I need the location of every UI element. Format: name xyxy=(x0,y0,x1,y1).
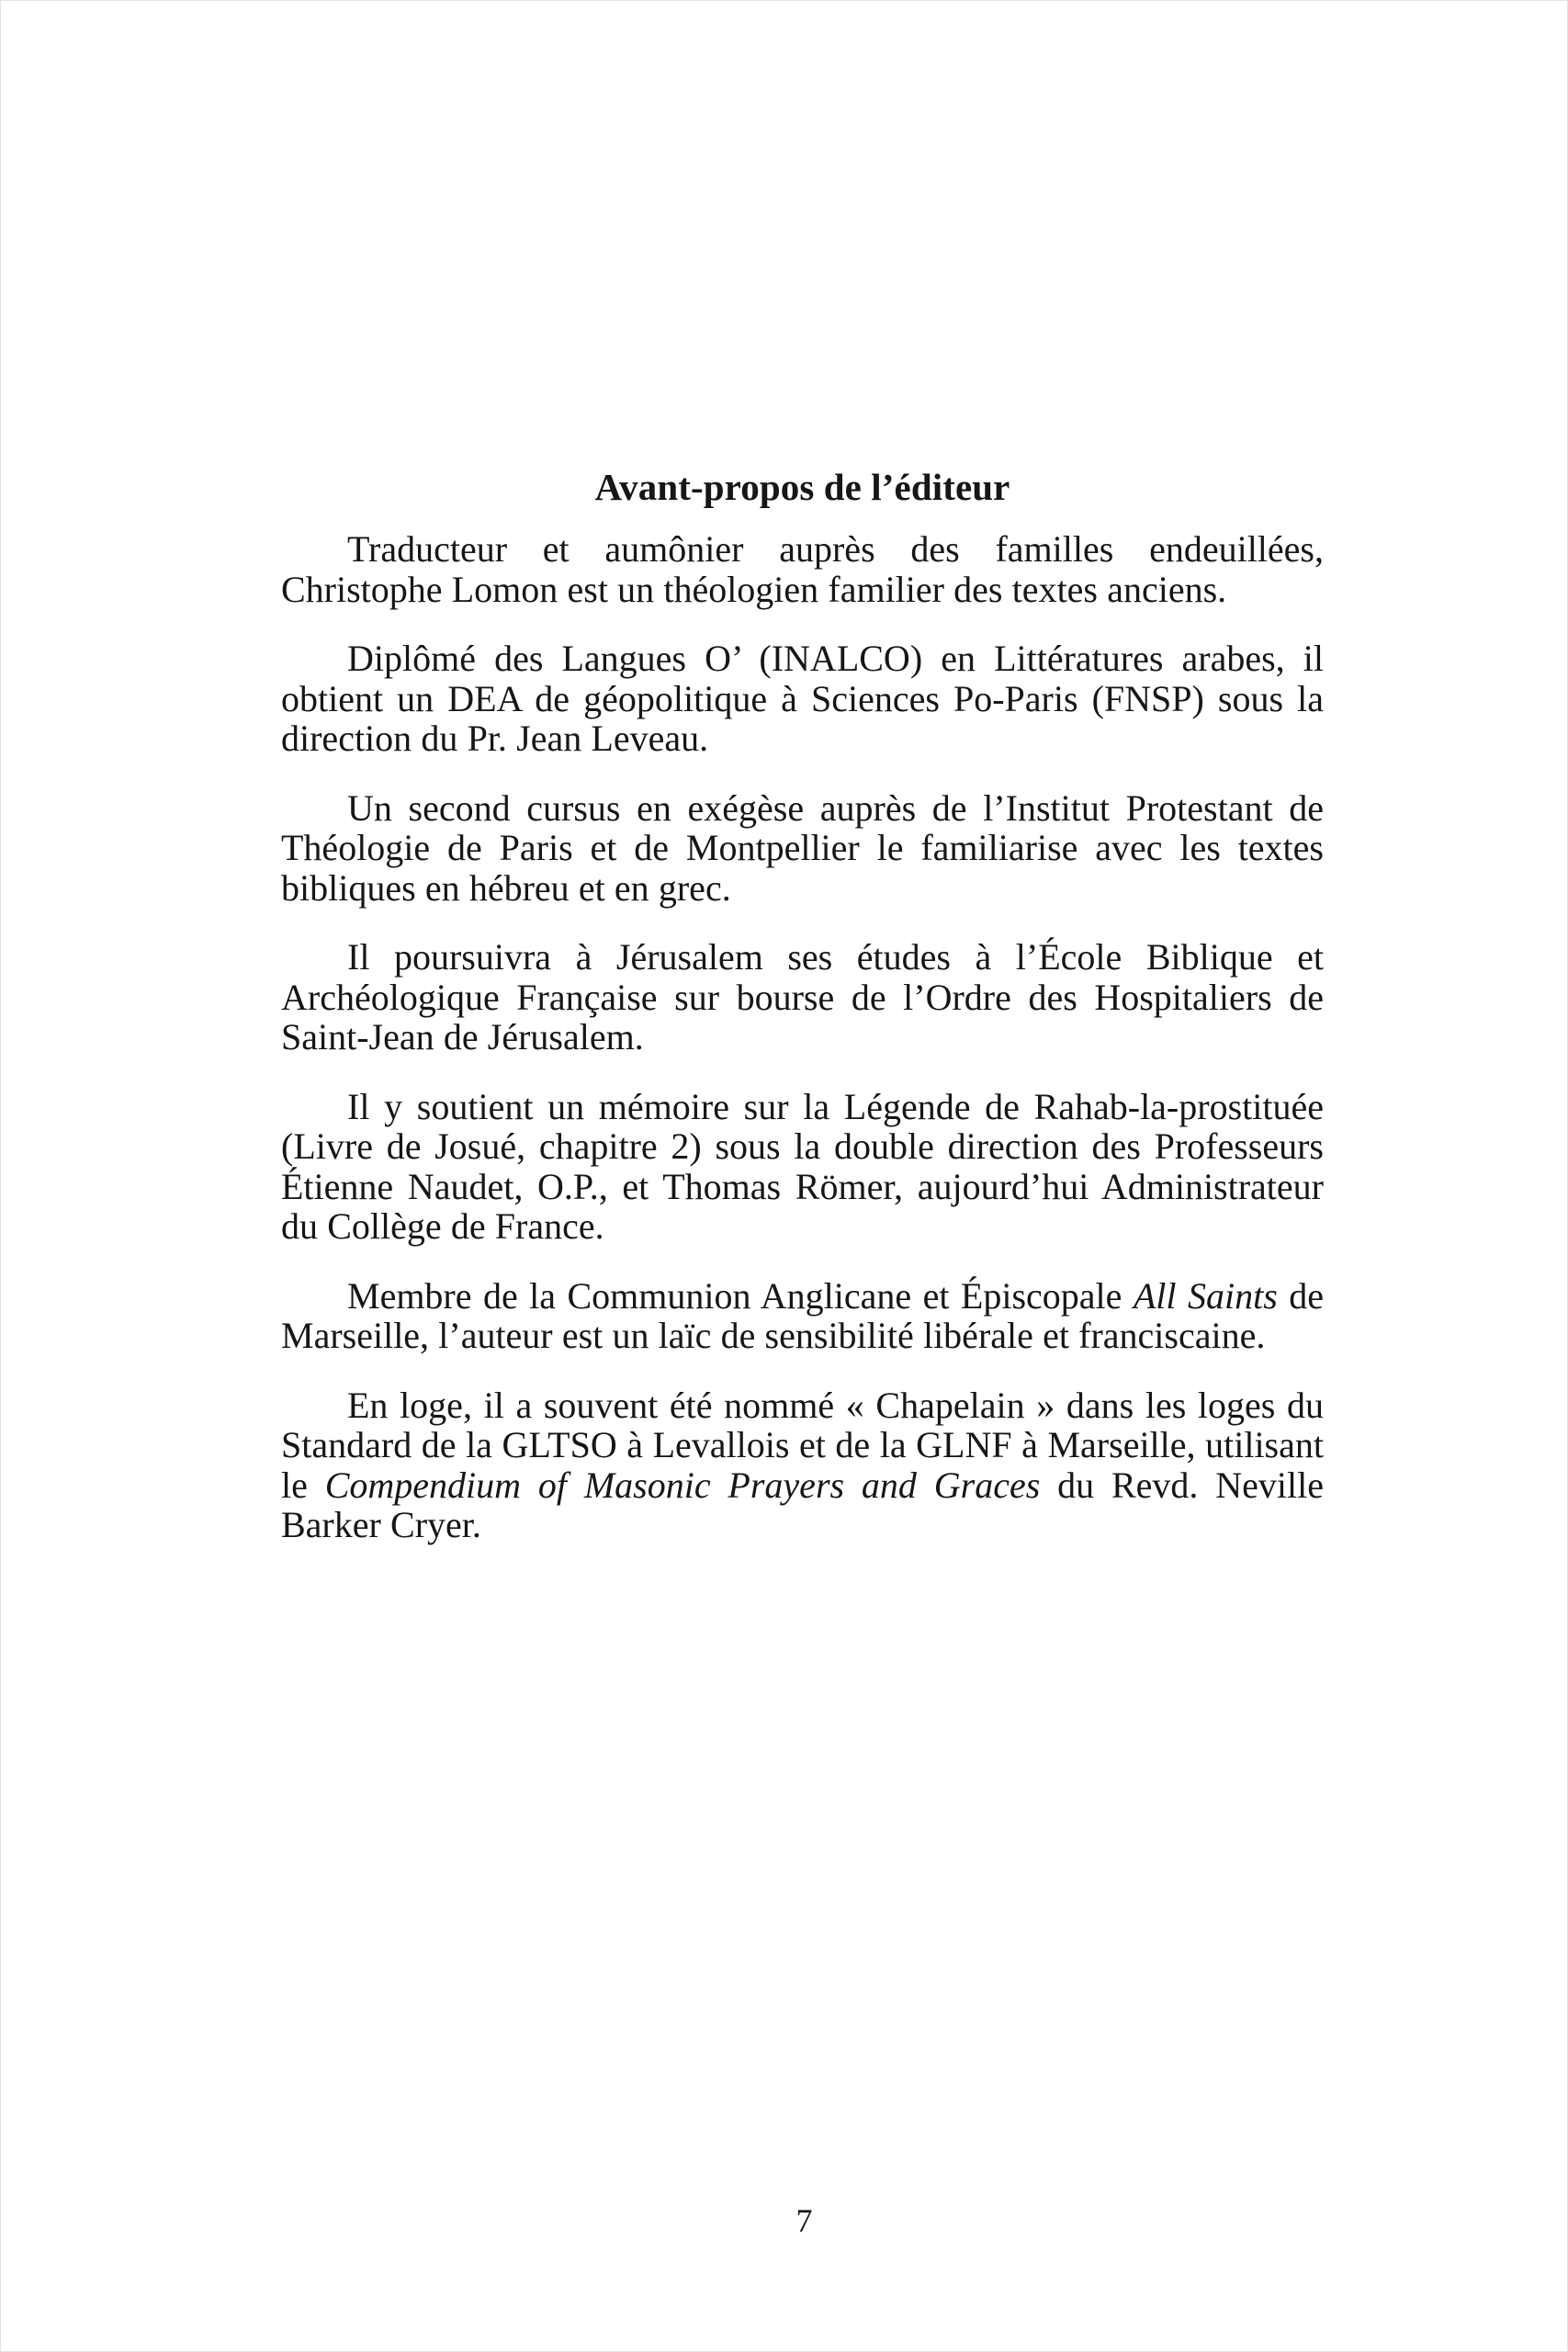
paragraph-1: Traducteur et aumônier auprès des familles endeuillées, Christophe Lomon est un théologien familier des textes anciens. xyxy=(281,528,1324,610)
page-number xyxy=(1,2204,1567,2237)
paragraph-4: Il poursuivra à Jérusalem ses études à l’École Biblique et Archéologique Française sur bourse de l’Ordre des Hospitaliers de Saint-Jean de Jérusalem. xyxy=(281,936,1324,1058)
paragraph-6-italic-title: All Saints xyxy=(1133,1274,1278,1317)
paragraph-6-text-before: Membre de la Communion Anglicane et Épiscopale xyxy=(347,1274,1134,1317)
paragraph-7-text-after: du Revd. Neville Barker Cryer. xyxy=(281,1464,1324,1546)
page-title: Avant-propos de l’éditeur xyxy=(594,466,1010,508)
paragraph-5: Il y soutient un mémoire sur la Légende de Rahab-la-prostituée (Livre de Josué, chapitre 2) sous la double direction des Professeurs Étienne Naudet, O.P., et Thomas Römer, aujourd’hui Administrateur du Collège de France. xyxy=(281,1085,1324,1248)
paragraph-7 xyxy=(281,1385,1324,1545)
paragraph-6-text-after: de Marseille, l’auteur est un laïc de sensibilité libérale et franciscaine. xyxy=(281,1274,1324,1357)
paragraph-7-text-before: En loge, il a souvent été nommé « Chapelain » dans les loges du Standard de la GLTSO à Levallois et de la GLNF à Marseille, utilisant le xyxy=(281,1384,1324,1506)
page-number-value: 7 xyxy=(795,2202,813,2239)
paragraph-2: Diplômé des Langues O’ (INALCO) en Littératures arabes, il obtient un DEA de géopolitique à Sciences Po-Paris (FNSP) sous la direction du Pr. Jean Leveau. xyxy=(281,638,1324,760)
paragraph-3: Un second cursus en exégèse auprès de l’Institut Protestant de Théologie de Paris et de Montpellier le familiarise avec les textes bibliques en hébreu et en grec. xyxy=(281,786,1324,909)
paragraph-6 xyxy=(281,1276,1324,1356)
paragraph-7-italic-title: Compendium of Masonic Prayers and Graces xyxy=(324,1464,1041,1506)
text-column xyxy=(281,468,1324,1545)
